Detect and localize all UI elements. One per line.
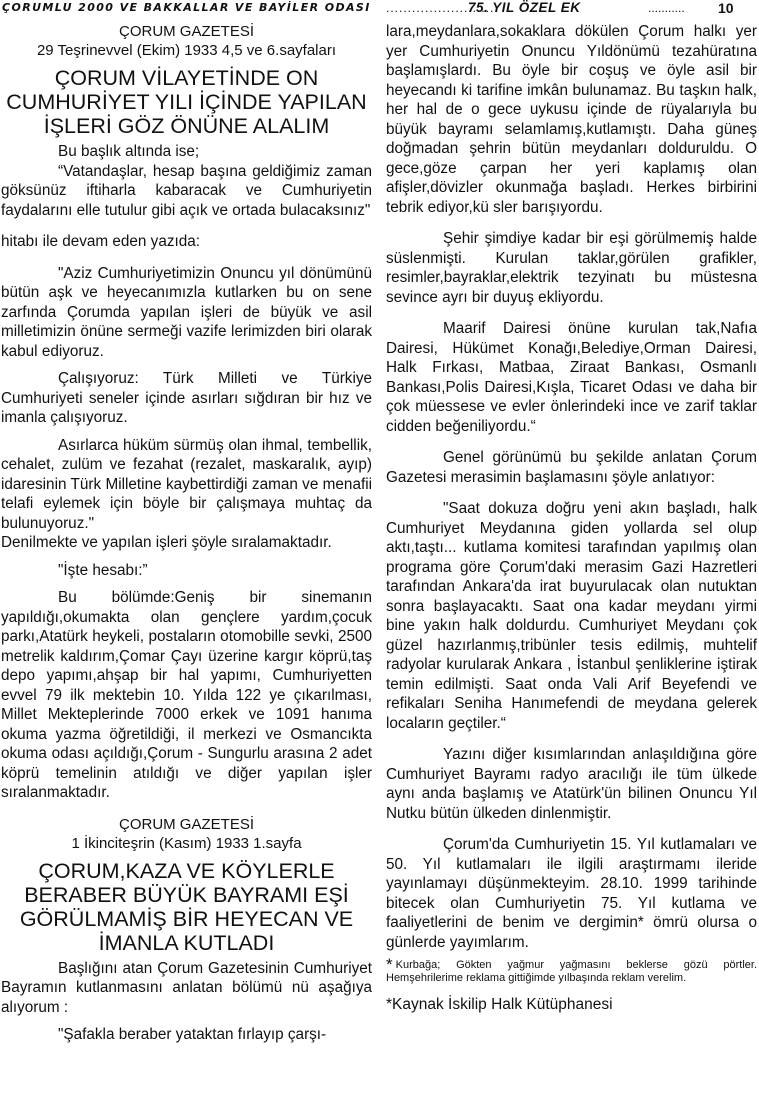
source-date-2: 1 İkinciteşrin (Kasım) 1933 1.sayfa xyxy=(71,834,302,852)
paragraph-calisiyoruz: Çalışıyoruz: Türk Milleti ve Türkiye Cumhuriyeti seneler içinde asırları sığdıran bir hız ve imanla çalışıyoruz. xyxy=(1,370,372,426)
paragraph-genel: Genel görünümü bu şekilde anlatan Çorum Gazetesi merasimin başlamasını şöyle anlatıyor: xyxy=(386,449,757,486)
paragraph-safakla: "Şafakla beraber yataktan fırlayıp çarşı- xyxy=(58,1026,327,1043)
paragraph-denilmekte: Denilmekte ve yapılan işleri şöyle sıralamaktadır. xyxy=(1,534,332,551)
left-column xyxy=(1,22,372,1045)
paragraph-maarif: Maarif Dairesi önüne kurulan tak,Nafıa Dairesi, Hükümet Konağı,Belediye,Orman Dairesi, Halk Fırkası, Matbaa, Ziraat Bankası, Osmanlı Bankası,Polis Dairesi,Kışla, Ticaret Odası ve daha bir çok müessese ve evler önlerindeki ince ve zarif taklar cidden beğeniliyordu.“ xyxy=(386,320,757,435)
paragraph-asirlarca: Asırlarca hüküm sürmüş olan ihmal, tembellik, cehalet, zulüm ve fezahat (rezalet, maskaralık, ayıp) idaresinin Türk Milletine kaybettirdiği zaman ve menafii telafi eylemek için böyle bir çalışmaya muhtaç da bulunuyoruz." xyxy=(1,436,372,532)
paragraph-hitabi: hitabı ile devam eden yazıda: xyxy=(1,233,200,250)
source-date-1: 29 Teşrinevvel (Ekim) 1933 4,5 ve 6.sayfaları xyxy=(36,42,337,59)
paragraph-iste-hesabi: "İşte hesabı:” xyxy=(58,561,148,579)
page-header xyxy=(0,0,759,18)
source-note: *Kaynak İskilip Halk Kütüphanesi xyxy=(386,996,613,1013)
publication-name: ÇORUMLU 2000 VE BAKKALLAR VE BAYİLER ODASI xyxy=(2,1,371,14)
source-newspaper-2: ÇORUM GAZETESİ xyxy=(118,815,254,833)
footnote-asterisk: * xyxy=(386,955,393,974)
paragraph-corumda: Çorum'da Cumhuriyetin 15. Yıl kutlamaları ve 50. Yıl kutlamaları ile ilgili araştırmamı ileride yayınlamayı düşünmekteyim. 28.10. 1999 tarihinde bitecek olan Cumhuriyetin 75. Yıl kutlama ve faaliyetlerini de benim ve dergimin* ömrü olursa o günlerde yayımlarım. xyxy=(386,836,757,951)
paragraph-intro: Bu başlık altında ise; xyxy=(58,143,200,160)
paragraph-aziz: "Aziz Cumhuriyetimizin Onuncu yıl dönümünü bütün aşk ve heyecanımızla kutlarken bu on sene zarfında Çorumda yapılan işleri de büyük ve asil milletimizin önüne sermeği vazife lerimizden biri olarak kabul ediyoruz. xyxy=(1,264,372,360)
paragraph-saat-dokuza: "Saat dokuza doğru yeni akın başladı, halk Cumhuriyet Meydanına giden yollarda sel olup aktı,taştı... kutlama komitesi tarafından yapılmış olan programa göre Çorum'daki merasim Gazi Hazretleri tarafından Ankara'da irat buyurulacak olan nutuktan sonra başlayacaktı. Saat ona kadar meydanı yirmi bine yakın halk doldurdu. Cumhuriyet Meydanı çok güzel hazırlanmış,tribünler tesis edilmiş, muhtelif radyolar kurularak Ankara , İstanbul şenliklerine iştirak temin edilmişti. Saat onda Vali Arif Beyefendi ve refikaları Seniha Hanımefendi de meydana gelerek locaların geçtiler.“ xyxy=(386,500,757,732)
footnote-text: Kurbağa; Gökten yağmur yağmasını beklerse gözü pörtler. Hemşehrilerime reklama gittiğimde yılbaşında reklam verelim. xyxy=(386,959,757,984)
paragraph-basligini: Başlığını atan Çorum Gazetesinin Cumhuriyet Bayramın kutlanmasını anlatan bölümü nü aşağıya alıyorum : xyxy=(1,959,372,1016)
paragraph-continuation: lara,meydanlara,sokaklara dökülen Çorum halkı yer yer Cumhuriyetin Onuncu Yıldönümü tezahüratına başlamışlardı. Bu öyle bir coşuş ve öyle asil bir heyecandı ki tarifine imkân bulunamaz. Bu taşkın halk, her hal de o gece uykusu içinde de rüyalarıyla bu büyük bayramı selamlamış,kutlamıştı. Daha güneş doğmadan şehrin bütün meydanları dolduruldu. O gece,göze çarpan her yeri kaplamış olan afişler,dövizler okunmağa başladı. Herkes birbirini tebrik ediyor,kü sler barışıyordu. xyxy=(386,23,757,216)
headline-2: ÇORUM,KAZA VE KÖYLERLE BERABER BÜYÜK BAYRAMI EŞİ GÖRÜLMAMİŞ BİR HEYECAN VE İMANLA KUTLADI xyxy=(19,858,354,955)
header-leader-dots: .......................... xyxy=(386,1,499,15)
paragraph-quote-vatandaslar: “Vatandaşlar, hesap başına geldiğimiz zaman göksünüz iftiharla kabaracak ve Cumhuriyetin faydalarını elle tutulur gibi açık ve ortada bulacaksınız" xyxy=(1,162,372,219)
header-leader-dots-2: ........... xyxy=(648,1,685,15)
footnote xyxy=(386,955,757,985)
issue-title: 75. YIL ÖZEL EK xyxy=(468,0,581,15)
headline-1: ÇORUM VİLAYETİNDE ON CUMHURİYET YILI İÇİNDE YAPILAN İŞLERİ GÖZ ÖNÜNE ALALIM xyxy=(6,66,367,138)
paragraph-sehir: Şehir şimdiye kadar bir eşi görülmemiş halde süslenmişti. Kurulan taklar,görülen grafikler, resimler,bayraklar,elektrik tezyinatı bu müstesna sevince ayrı bir duyuş ekliyordu. xyxy=(386,230,757,306)
page-number: 10 xyxy=(718,0,734,16)
source-newspaper-1: ÇORUM GAZETESİ xyxy=(118,23,254,40)
paragraph-bu-bolumde: Bu bölümde:Geniş bir sinemanın yapıldığı,okumakta olan gençlere yardım,çocuk parkı,Atatürk heykeli, postaların otomobille sevki, 2500 metrelik kaldırım,Çomar Çayı üzerine kargır köprü,taş depo yapımı,ahşap bir hal yapımı, Cumhuriyetten evvel 79 ilk mektebin 10. Yılda 122 ye çıkarılması, Millet Mekteplerinde 7000 erkek ve 1091 hanıma okuma yazma öğretildiği, il merkezi ve Osmancıkta okuma odası açıldığı,Çorum - Sungurlu arasına 2 adet köprü temelinin atıldığı ve diğer yapılan işler sıralanmaktadır. xyxy=(1,589,372,801)
paragraph-yazinin: Yazını diğer kısımlarından anlaşıldığına göre Cumhuriyet Bayramı radyo aracılığı ile tüm ülkede aynı anda başlamış ve Atatürk'ün bilinen Onuncu Yıl Nutku bütün ülkeden dinlenmiştir. xyxy=(386,746,757,822)
right-column xyxy=(386,22,757,1015)
